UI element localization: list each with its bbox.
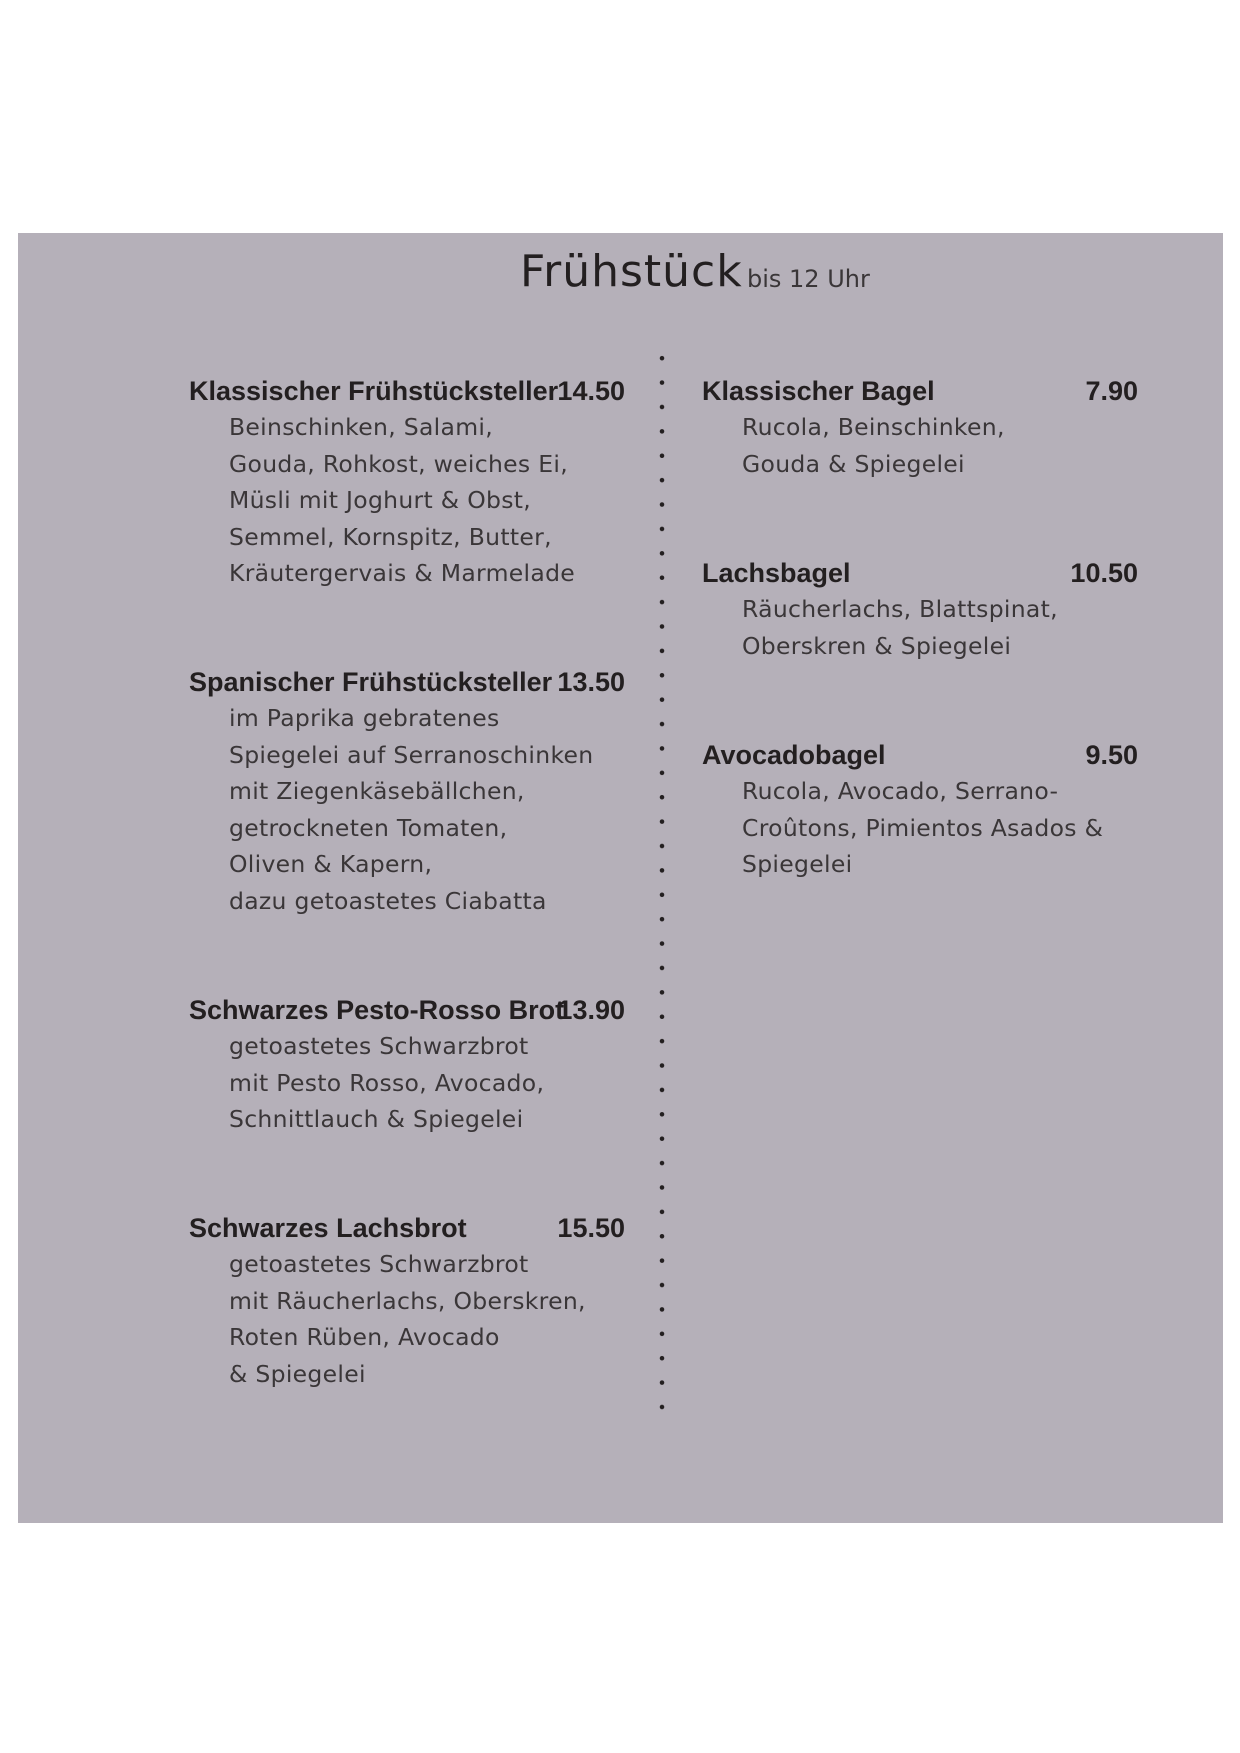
- menu-item-description: [702, 591, 1138, 664]
- menu-subtitle: bis 12 Uhr: [747, 265, 870, 293]
- menu-item-lachsbagel: [702, 555, 1138, 664]
- menu-item-name: Klassischer Frühstücksteller: [189, 376, 559, 406]
- description-line: Oberskren & Spiegelei: [742, 631, 1012, 660]
- menu-item-name: Schwarzes Lachsbrot: [189, 1213, 467, 1243]
- description-line: Räucherlachs, Blattspinat,: [742, 595, 1058, 623]
- description-line: Rucola, Beinschinken,: [742, 413, 1005, 441]
- description-line: mit Räucherlachs, Oberskren,: [229, 1286, 586, 1315]
- description-line: Kräutergervais & Marmelade: [229, 559, 576, 588]
- description-line: Spiegelei: [742, 850, 853, 879]
- menu-item-price: 13.50: [557, 667, 625, 697]
- menu-item-price: 14.50: [557, 376, 625, 406]
- description-line: getoastetes Schwarzbrot: [229, 1250, 529, 1278]
- menu-item-klassischer-bagel: [702, 373, 1138, 482]
- description-line: Oliven & Kapern,: [229, 850, 433, 879]
- description-line: Gouda & Spiegelei: [742, 449, 965, 478]
- menu-item-name: Schwarzes Pesto-Rosso Brot: [189, 995, 565, 1025]
- description-line: Croûtons, Pimientos Asados &: [742, 813, 1104, 842]
- description-line: getrockneten Tomaten,: [229, 813, 508, 842]
- menu-item-description: [702, 773, 1138, 883]
- description-line: dazu getoastetes Ciabatta: [229, 886, 547, 915]
- menu-item-price: 9.50: [1085, 740, 1138, 770]
- menu-item-description: [189, 1028, 625, 1138]
- menu-item-price: 7.90: [1085, 376, 1138, 406]
- dotted-column-divider: [659, 346, 665, 1421]
- description-line: mit Ziegenkäsebällchen,: [229, 777, 525, 806]
- menu-item-price: 13.90: [557, 995, 625, 1025]
- menu-item-price: 15.50: [557, 1213, 625, 1243]
- menu-item-name: Klassischer Bagel: [702, 376, 935, 406]
- menu-item-klassischer-fruehstuecksteller: [189, 373, 625, 592]
- description-line: Spiegelei auf Serranoschinken: [229, 740, 594, 769]
- menu-item-name: Avocadobagel: [702, 740, 886, 770]
- menu-title: Frühstück: [520, 246, 743, 297]
- description-line: Roten Rüben, Avocado: [229, 1323, 500, 1352]
- description-line: & Spiegelei: [229, 1359, 366, 1388]
- menu-item-description: [189, 409, 625, 592]
- menu-item-name: Lachsbagel: [702, 558, 851, 588]
- description-line: Gouda, Rohkost, weiches Ei,: [229, 449, 568, 478]
- description-line: Rucola, Avocado, Serrano-: [742, 777, 1059, 805]
- menu-item-description: [189, 700, 625, 920]
- description-line: getoastetes Schwarzbrot: [229, 1032, 529, 1060]
- description-line: Schnittlauch & Spiegelei: [229, 1105, 524, 1134]
- description-line: Semmel, Kornspitz, Butter,: [229, 522, 552, 551]
- menu-item-description: [189, 1246, 625, 1392]
- menu-item-name: Spanischer Frühstücksteller: [189, 667, 553, 697]
- menu-item-price: 10.50: [1070, 558, 1138, 588]
- description-line: Müsli mit Joghurt & Obst,: [229, 486, 532, 515]
- description-line: mit Pesto Rosso, Avocado,: [229, 1068, 545, 1097]
- description-line: im Paprika gebratenes: [229, 704, 500, 732]
- menu-item-avocadobagel: [702, 737, 1138, 883]
- description-line: Beinschinken, Salami,: [229, 413, 493, 441]
- menu-item-schwarzes-pesto-rosso-brot: [189, 992, 625, 1138]
- menu-item-spanischer-fruehstuecksteller: [189, 664, 625, 920]
- menu-item-description: [702, 409, 1138, 482]
- menu-item-schwarzes-lachsbrot: [189, 1210, 625, 1392]
